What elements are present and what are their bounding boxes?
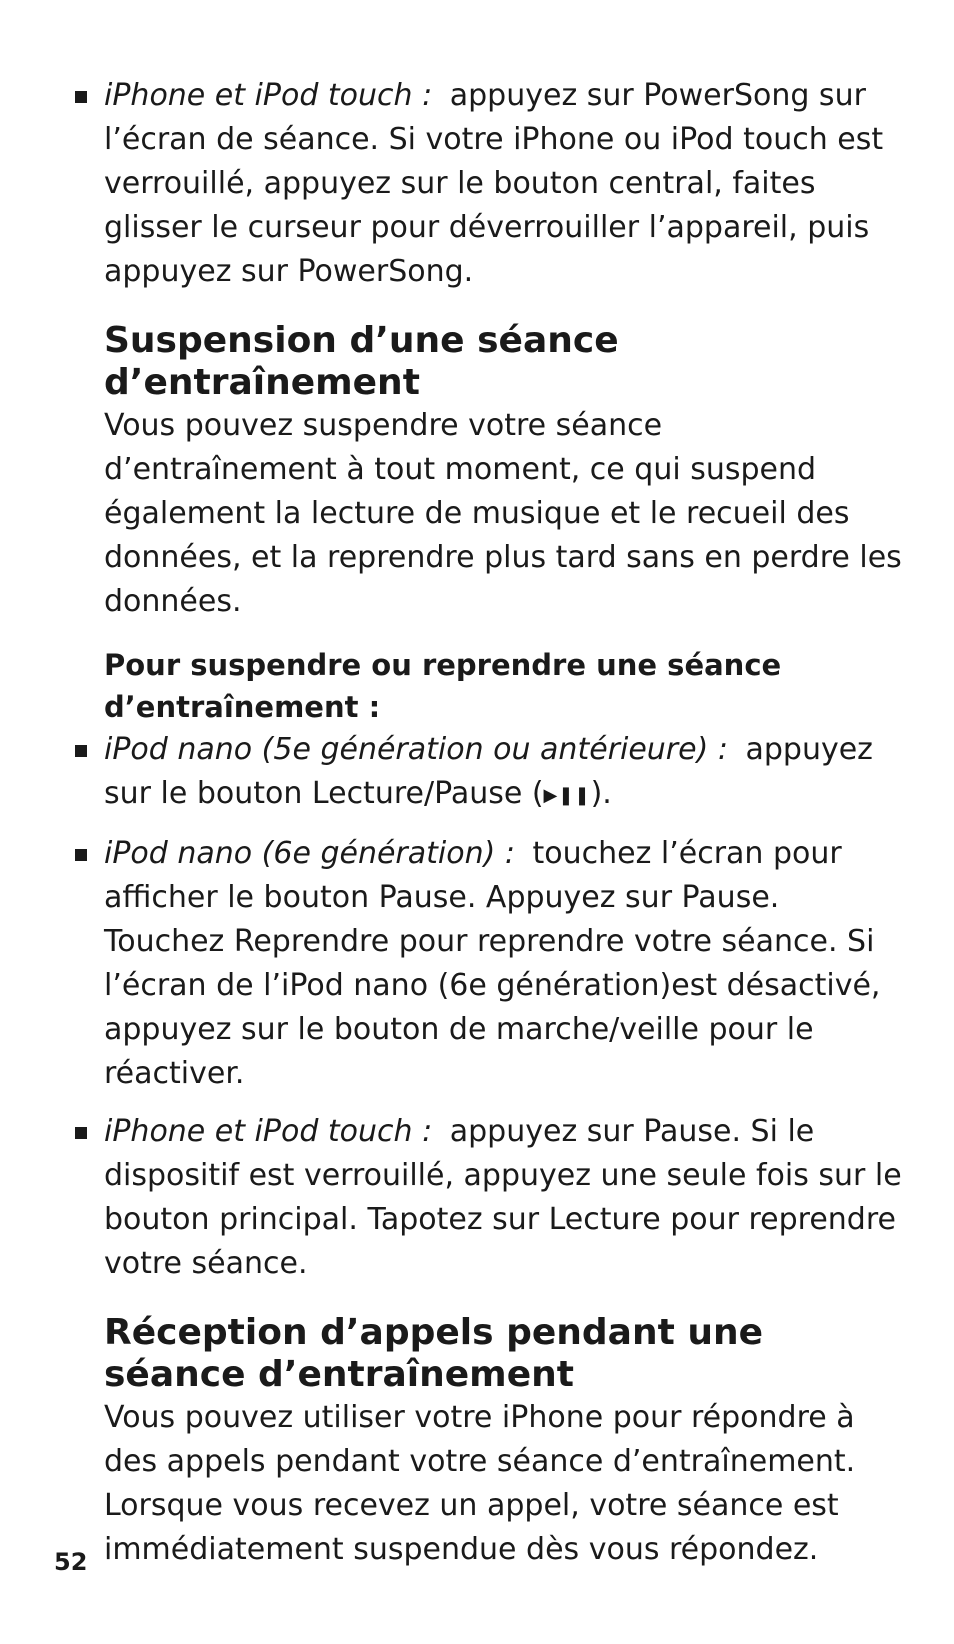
bullet-text: touchez l’écran pour afficher le bouton Pause. Appuyez sur Pause. Touchez Reprendre pour reprendre votre séance. Si l’écran de l’iPod nano (6e génération)est désactivé, appuyez sur le bouton de marche/veille pour le réactiver. — [104, 836, 881, 1091]
bullet-text: appuyez sur PowerSong sur l’écran de séance. Si votre iPhone ou iPod touch est verrouillé, appuyez sur le bouton central, faites glisser le curseur pour déverrouiller l’appareil, puis appuyez sur PowerSong. — [104, 78, 884, 289]
bullet-ipod-nano-5g — [104, 728, 904, 818]
page-content — [104, 74, 904, 1576]
bullet-square-icon — [75, 91, 87, 103]
bullet-lead: iPhone et iPod touch : — [104, 1114, 433, 1149]
section-body-pause: Vous pouvez suspendre votre séance d’entraînement à tout moment, ce qui suspend également la lecture de musique et le recueil des données, et la reprendre plus tard sans en perdre les données. — [104, 408, 902, 619]
subheading-pause-resume: Pour suspendre ou reprendre une séance d’entraînement : — [104, 648, 782, 724]
bullet-square-icon — [75, 1127, 87, 1139]
play-pause-icon: ▶❚❚ — [543, 785, 591, 806]
bullet-iphone-pause — [104, 1110, 904, 1286]
bullet-lead: iPod nano (5e génération ou antérieure) : — [104, 732, 728, 767]
bullet-text-end: ). — [590, 776, 612, 811]
bullet-square-icon — [75, 745, 87, 757]
section-heading-calls: Réception d’appels pendant une séance d’entraînement — [104, 1312, 764, 1395]
section-body-calls: Vous pouvez utiliser votre iPhone pour répondre à des appels pendant votre séance d’entraînement. Lorsque vous recevez un appel, votre séance est immédiatement suspendue dès vous répondez. — [104, 1400, 856, 1567]
page-number: 52 — [54, 1548, 88, 1576]
bullet-text: appuyez sur le bouton Lecture/Pause ( — [104, 732, 873, 811]
section-heading-pause: Suspension d’une séance d’entraînement — [104, 320, 619, 403]
bullet-square-icon — [75, 849, 87, 861]
bullet-text: appuyez sur Pause. Si le dispositif est verrouillé, appuyez une seule fois sur le bouton principal. Tapotez sur Lecture pour reprendre votre séance. — [104, 1114, 902, 1281]
bullet-iphone-powersong — [104, 74, 904, 294]
bullet-lead: iPod nano (6e génération) : — [104, 836, 515, 871]
bullet-lead: iPhone et iPod touch : — [104, 78, 433, 113]
bullet-ipod-nano-6g — [104, 832, 904, 1096]
